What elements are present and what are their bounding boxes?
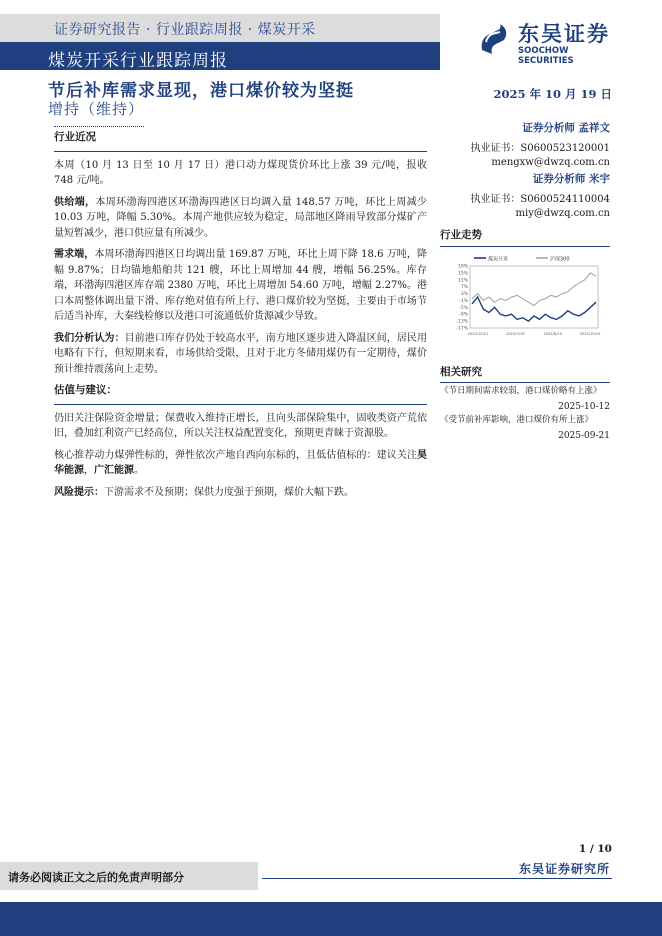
x-tick-label: 2025/10/19 — [579, 332, 601, 336]
paragraph-recommend — [54, 448, 427, 479]
section-rule — [54, 404, 427, 405]
demand-text: 本周环渤海四港区日均调出量 169.87 万吨，环比上周下降 18.6 万吨，降幅 9.87%；日均锚地船舶共 121 艘，环比上周增加 44 艘，增幅 56.25%。库存端，环渤海四港区库存端 2380 万吨，环比上周增加 54.60 万吨，增幅 2.27%。港口本周整体调出量下滑、库存绝对值有所上行、港口煤价较为坚挺，主要由于市场节后适当补库，大秦线检修以及港口可流通低价货源减少导致。 — [54, 249, 427, 322]
supply-text: 本周环渤海四港区环渤海四港区日均调入量 148.57 万吨，环比上周减少 10.03 万吨，降幅 5.30%。本周产地供应较为稳定，局部地区降雨导致部分煤矿产量短暂减少，港口供应量有所减少。 — [54, 196, 427, 239]
analyst-2-title: 证券分析师 米宇 — [532, 173, 610, 185]
section-rule — [440, 246, 610, 247]
y-tick-label: 19% — [457, 264, 468, 270]
y-tick-label: -1% — [459, 298, 468, 304]
analyst-1-cert: 执业证书：S0600523120001 — [470, 143, 610, 154]
related-research — [440, 364, 610, 441]
footer-rule — [262, 878, 612, 879]
y-tick-label: -9% — [459, 312, 468, 318]
top-category-bar — [0, 14, 440, 42]
legend-label-b: 沪深300 — [550, 256, 570, 263]
y-tick-label: -17% — [456, 326, 468, 332]
paragraph-supply — [54, 195, 427, 242]
paragraph-analysis — [54, 331, 427, 378]
y-tick-label: 15% — [457, 271, 468, 277]
report-category: 证券研究报告 · 行业跟踪周报 · 煤炭开采 — [54, 22, 316, 38]
analyst-2-email[interactable]: miy@dwzq.com.cn — [515, 208, 610, 219]
logo-mark-icon — [476, 20, 514, 58]
series-line-coal — [472, 297, 596, 321]
recommend-text: 核心推荐动力煤弹性标的，弹性依次产地自西向东标的，且低估值标的：建议关注 — [54, 449, 417, 461]
risk-text: 下游需求不及预期；保供力度强于预期，煤价大幅下跌。 — [104, 486, 354, 498]
y-tick-label: 3% — [460, 292, 468, 298]
paragraph-price: 本周（10 月 13 日至 10 月 17 日）港口动力煤现货价环比上涨 39 元/吨，报收 748 元/吨。 — [54, 159, 427, 186]
legend-label-a: 煤炭开采 — [488, 256, 509, 263]
related-item-2-date: 2025-09-21 — [558, 431, 610, 441]
paragraph-insurance: 仍旧关注保险资金增量；保费收入维持正增长，且向头部保险集中，固收类资产荒依旧，叠加红利资产已经高位，所以关注权益配置变化，预期更青睐于资源股。 — [54, 412, 427, 439]
logo-text-cn: 东吴证券 — [518, 22, 610, 46]
brand-logo — [476, 18, 626, 66]
related-item-2[interactable]: 《受节前补库影响，港口煤价有所上涨》 — [440, 415, 594, 425]
institute-name: 东吴证券研究所 — [518, 862, 610, 876]
analysis-text: 目前港口库存仍处于较高水平，南方地区逐步进入降温区间，居民用电略有下行，但短期来看，市场供给受限，且对于北方冬储用煤仍有一定期待，煤价预计维持震荡向上走势。 — [54, 332, 428, 375]
related-item-1-date: 2025-10-12 — [558, 402, 610, 412]
x-tick-label: 2024/10/21 — [467, 332, 489, 336]
risk-label: 风险提示： — [54, 486, 104, 498]
y-tick-label: -13% — [456, 319, 468, 325]
page-number: 1 / 10 — [578, 843, 612, 855]
stock-pick-2: 广汇能源 — [94, 465, 134, 476]
y-tick-label: 11% — [457, 278, 468, 284]
section-title-recent: 行业近况 — [54, 131, 96, 143]
report-headline: 节后补库需求显现，港口煤价较为坚挺 — [48, 81, 354, 101]
separator: ， — [84, 465, 94, 476]
paragraph-demand — [54, 247, 427, 325]
paragraph-risk — [54, 485, 427, 501]
trend-title: 行业走势 — [440, 229, 482, 241]
section-rule — [440, 382, 610, 383]
footer-bar — [0, 902, 662, 936]
analyst-1-email[interactable]: mengxw@dwzq.com.cn — [491, 157, 610, 168]
x-tick-label: 2025/6/19 — [543, 332, 562, 336]
report-type-bar — [0, 42, 440, 70]
main-body — [54, 128, 427, 506]
analyst-block — [440, 120, 610, 219]
related-item-1[interactable]: 《节日期间需求较弱，港口煤价略有上涨》 — [440, 386, 602, 396]
report-type: 煤炭开采行业跟踪周报 — [48, 51, 228, 71]
related-title: 相关研究 — [440, 366, 482, 378]
trend-block — [440, 227, 610, 347]
logo-text-en: SOOCHOW SECURITIES — [518, 46, 574, 66]
y-tick-label: -5% — [459, 305, 468, 311]
demand-label: 需求端， — [54, 249, 95, 260]
section-title-valuation: 估值与建议： — [54, 384, 117, 396]
trend-chart — [440, 249, 610, 347]
analysis-label: 我们分析认为： — [54, 332, 125, 344]
period: 。 — [134, 465, 144, 476]
analyst-2-cert: 执业证书：S0600524110004 — [470, 194, 610, 205]
analyst-1-title: 证券分析师 孟祥文 — [522, 122, 610, 134]
stock-pick-1: 昊华能源 — [54, 449, 427, 476]
section-rule — [54, 151, 427, 152]
series-line-hs300 — [472, 273, 596, 306]
report-date: 2025 年 10 月 19 日 — [493, 87, 612, 101]
y-tick-label: 7% — [460, 285, 468, 291]
supply-label: 供给端， — [54, 196, 96, 208]
disclaimer-box — [0, 862, 258, 890]
x-tick-label: 2025/2/19 — [506, 332, 525, 336]
rating: 增持（维持） — [48, 100, 145, 118]
disclaimer-text: 请务必阅读正文之后的免责声明部分 — [8, 871, 184, 884]
divider — [54, 126, 144, 127]
